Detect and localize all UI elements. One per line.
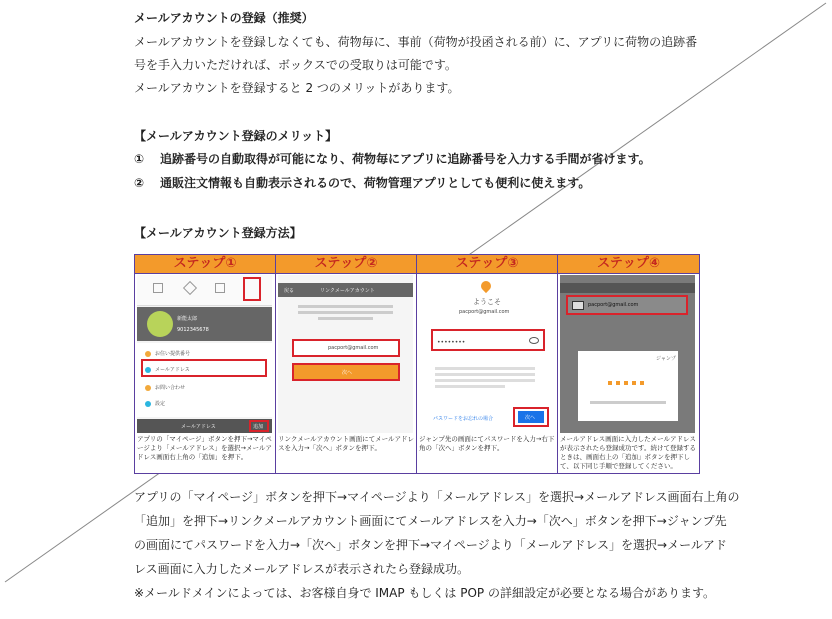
step-2-caption: リンクメールアカウント画面にてメールアドレスを入力→「次へ」ボタンを押下。 [278,435,414,452]
menu-item-icon [145,351,151,357]
mypage-button-highlight [243,277,261,301]
summary-line-4: レス画面に入力したメールアドレスが表示されたら登録成功。 [134,562,470,576]
summary-line-3: の画面にてパスワードを入力→「次へ」ボタンを押下→マイページより「メールアドレス」を選択→メールアド [134,538,727,552]
menu-item-label: 設定 [155,401,166,407]
step-3-title: ステップ③ [417,255,557,274]
email-input-value: pacport@gmail.com [328,345,379,351]
merit-number: ② [134,176,145,190]
step-1 [135,255,276,473]
step-4-screenshot [560,275,695,433]
user-name: 新能太郎 [177,316,198,322]
mail-address-highlight [141,359,267,377]
mail-icon [572,301,584,310]
summary-line-1: アプリの「マイページ」ボタンを押下→マイページより「メールアドレス」を選択→メールアドレス画面右上角の [134,490,740,504]
step-4-caption: メールアドレス画面に入力したメールアドレスが表示されたら登録成功です。続けて登録するときは、画面右上の「追加」ボタンを押下して、以下同じ手順で登録してください。 [560,435,696,470]
grid-icon [153,283,163,293]
step-1-caption: アプリの「マイページ」ボタンを押下→マイページより「メールアドレス」を選択→メールアドレス画面右上角の「追加」を押下。 [137,435,272,461]
menu-item-icon [145,385,151,391]
step-2-screenshot [278,275,413,433]
menu-item-icon [145,401,151,407]
step-3-screenshot [419,275,554,433]
merit-item-2 [134,176,590,190]
welcome-text: ようこそ [473,298,501,306]
merit-item-1 [134,152,651,166]
back-label: 戻る [284,288,295,294]
note: ※メールドメインによっては、お客様自身で IMAP もしくは POP の詳細設定が必要となる場合があります。 [134,586,716,600]
step-1-screenshot [137,275,272,433]
next-label: 次へ [525,415,536,421]
merit-text: 追跡番号の自動取得が可能になり、荷物毎にアプリに追跡番号を入力する手間が省けます。 [160,152,651,166]
footer-title: メールアドレス [181,424,216,430]
popup-label: ジャンプ [656,356,676,362]
registered-email: pacport@gmail.com [588,302,639,308]
step-4-title: ステップ④ [558,255,699,274]
eye-icon [529,337,539,344]
para1-line1: メールアカウントを登録しなくても、荷物毎に、事前（荷物が投函される前）に、アプリに荷物の追跡番 [134,35,698,49]
user-id: 9012345678 [177,327,209,333]
method-heading: 【メールアカウント登録方法】 [134,226,302,240]
heading-mail-account-registration: メールアカウントの登録（推奨） [134,11,314,25]
step-3 [417,255,558,473]
step-2 [276,255,417,473]
para1-line2: 号を手入力いただければ、ボックスでの受取りは可能です。 [134,58,457,72]
next-label: 次へ [342,370,353,376]
loading-dots-icon [608,381,648,385]
step-1-title: ステップ① [135,255,275,274]
step-4 [558,255,699,473]
step-3-caption: ジャンプ先の画面にてパスワードを入力→右下角の「次へ」ボタンを押下。 [419,435,555,452]
account-label: pacport@gmail.com [459,309,510,315]
step-2-title: ステップ② [276,255,416,274]
menu-item-label: メールアドレス [155,367,190,373]
add-label: 追加 [253,424,264,430]
para2: メールアカウントを登録すると 2 つのメリットがあります。 [134,81,460,95]
forgot-password-link: パスワードをお忘れの場合 [433,416,494,422]
menu-item-label: お問い合わせ [155,385,186,391]
steps-table [134,254,700,474]
screen-header: リンクメールアカウント [320,288,375,294]
summary-line-2: 「追加」を押下→リンクメールアカウント画面にてメールアドレスを入力→「次へ」ボタンを押下→ジャンプ先 [134,514,727,528]
avatar [147,311,173,337]
merit-heading: 【メールアカウント登録のメリット】 [134,129,338,143]
merit-text: 通販注文情報も自動表示されるので、荷物管理アプリとしても便利に使えます。 [160,176,591,190]
grid-icon [215,283,225,293]
menu-item-label: お住い提供番号 [155,351,191,357]
password-value: •••••••• [437,339,466,346]
location-pin-icon [479,279,493,293]
merit-number: ① [134,152,145,166]
